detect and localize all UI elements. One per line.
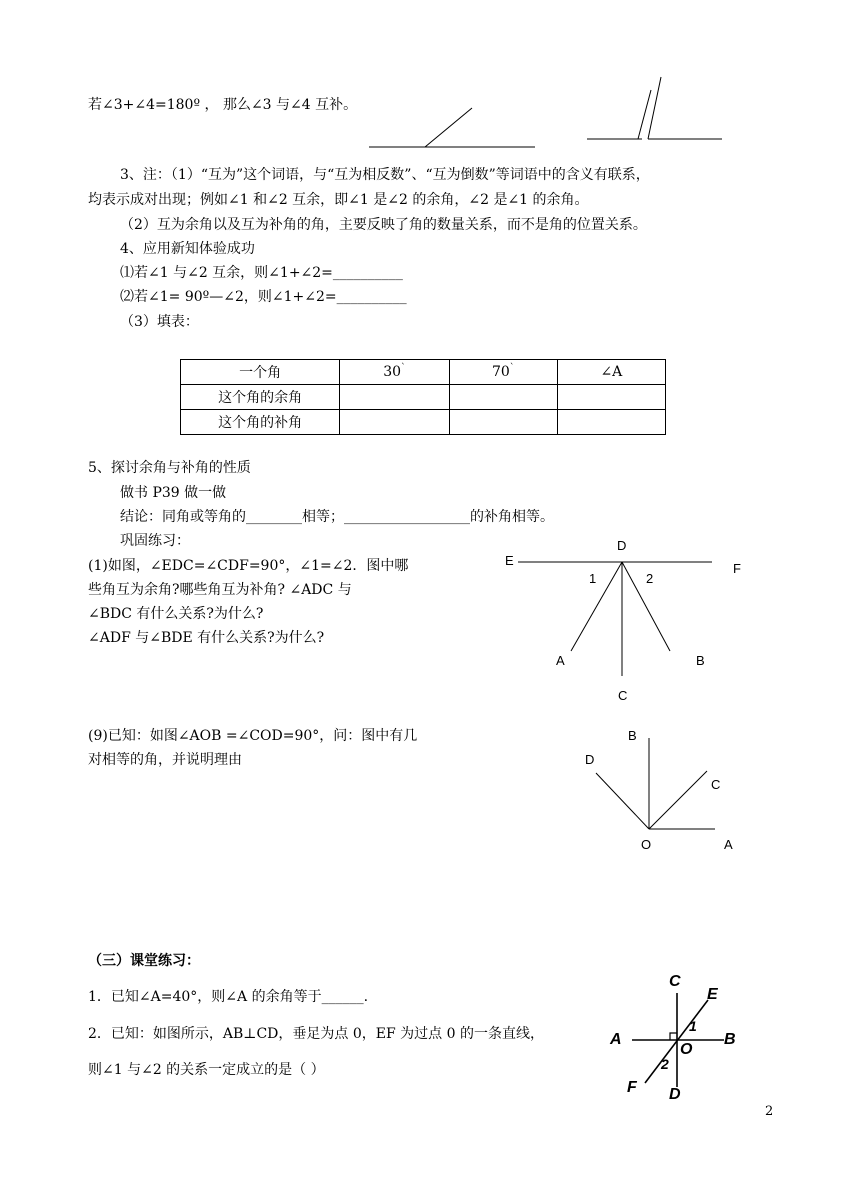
label-o: O — [680, 1041, 693, 1058]
ray-da — [571, 562, 622, 651]
label-c: C — [711, 777, 721, 792]
question-3: （3）填表： — [120, 314, 199, 330]
table-cell: 这个角的余角 — [181, 385, 340, 410]
table-cell: 这个角的补角 — [181, 410, 340, 435]
book-reference: 做书 P39 做一做 — [120, 485, 227, 501]
label-a: A — [556, 653, 565, 668]
practice-1: 1．已知∠A=40°，则∠A 的余角等于______. — [88, 989, 369, 1005]
fig-a-ray — [425, 108, 472, 147]
label-b: B — [724, 1031, 736, 1048]
exercise-1-line-3: ∠BDC 有什么关系?为什么? — [88, 606, 264, 622]
angle-table — [180, 359, 666, 435]
practice-2-line-2: 则∠1 与∠2 的关系一定成立的是（ ） — [88, 1062, 325, 1078]
label-angle-1: 1 — [589, 571, 597, 586]
label-d: D — [585, 752, 595, 767]
table-cell[interactable] — [340, 410, 449, 435]
table-header-cell: 30` — [340, 360, 449, 385]
table-cell[interactable] — [557, 410, 665, 435]
section-4-title: 4、应用新知体验成功 — [120, 241, 255, 257]
exercise-9-line-2: 对相等的角，并说明理由 — [88, 752, 242, 768]
label-b: B — [696, 653, 705, 668]
label-c: C — [669, 973, 681, 990]
table-cell[interactable] — [449, 410, 557, 435]
label-f: F — [733, 561, 741, 576]
label-c: C — [618, 688, 628, 703]
exercise-1-line-2: 些角互为余角?哪些角互为补角? ∠ADC 与 — [88, 582, 352, 598]
section-3-title: （三）课堂练习： — [88, 953, 200, 969]
exercise-9-line-1: (9)已知：如图∠AOB =∠COD=90°，问：图中有几 — [88, 728, 418, 744]
table-cell[interactable] — [449, 385, 557, 410]
label-e: E — [505, 553, 514, 568]
table-header-cell: ∠A — [557, 360, 665, 385]
table-row — [181, 410, 666, 435]
conclusion: 结论：同角或等角的________相等；__________________的补角相等。 — [120, 509, 554, 525]
table-cell[interactable] — [340, 385, 449, 410]
label-a: A — [724, 837, 733, 852]
section-5-title: 5、探讨余角与补角的性质 — [88, 460, 251, 476]
table-header-cell: 70` — [449, 360, 557, 385]
ray-oc — [649, 771, 707, 829]
exercise-1-line-4: ∠ADF 与∠BDE 有什么关系?为什么? — [88, 630, 325, 646]
question-1: ⑴若∠1 与∠2 互余，则∠1+∠2=__________ — [120, 265, 403, 281]
label-angle-2: 2 — [646, 571, 654, 586]
supplement-definition: 若∠3+∠4=180º ， 那么∠3 与∠4 互补。 — [88, 97, 358, 113]
label-d: D — [617, 538, 627, 553]
question-2: ⑵若∠1= 90º—∠2，则∠1+∠2=__________ — [120, 289, 407, 305]
ray-od — [596, 773, 649, 829]
label-o: O — [641, 837, 652, 852]
label-e: E — [707, 986, 718, 1003]
note-3-line-2: 均表示成对出现；例如∠1 和∠2 互余，即∠1 是∠2 的余角，∠2 是∠1 的余角。 — [88, 192, 589, 208]
note-3-line-1: 3、注：（1）“互为”这个词语，与“互为相反数”、“互为倒数”等词语中的含义有联系， — [120, 167, 650, 183]
right-angle-mark — [670, 1033, 677, 1040]
practice-2-line-1: 2．已知：如图所示，AB⊥CD，垂足为点 0，EF 为过点 0 的一条直线， — [88, 1026, 544, 1042]
label-angle-2: 2 — [661, 1056, 669, 1072]
label-a: A — [610, 1031, 622, 1048]
practice-title: 巩固练习： — [120, 533, 190, 549]
fig-b-ray-right — [648, 77, 661, 139]
note-3-2: （2）互为余角以及互为补角的角，主要反映了角的数量关系，而不是角的位置关系。 — [120, 217, 647, 233]
table-cell[interactable] — [557, 385, 665, 410]
exercise-1-line-1: (1)如图，∠EDC=∠CDF=90°，∠1=∠2．图中哪 — [88, 558, 409, 574]
page-number: 2 — [765, 1104, 774, 1119]
table-header-row — [181, 360, 666, 385]
table-header-cell: 一个角 — [181, 360, 340, 385]
label-b: B — [628, 728, 637, 743]
table-row — [181, 385, 666, 410]
label-angle-1: 1 — [689, 1018, 697, 1034]
label-f: F — [627, 1079, 637, 1096]
label-d: D — [669, 1086, 681, 1103]
